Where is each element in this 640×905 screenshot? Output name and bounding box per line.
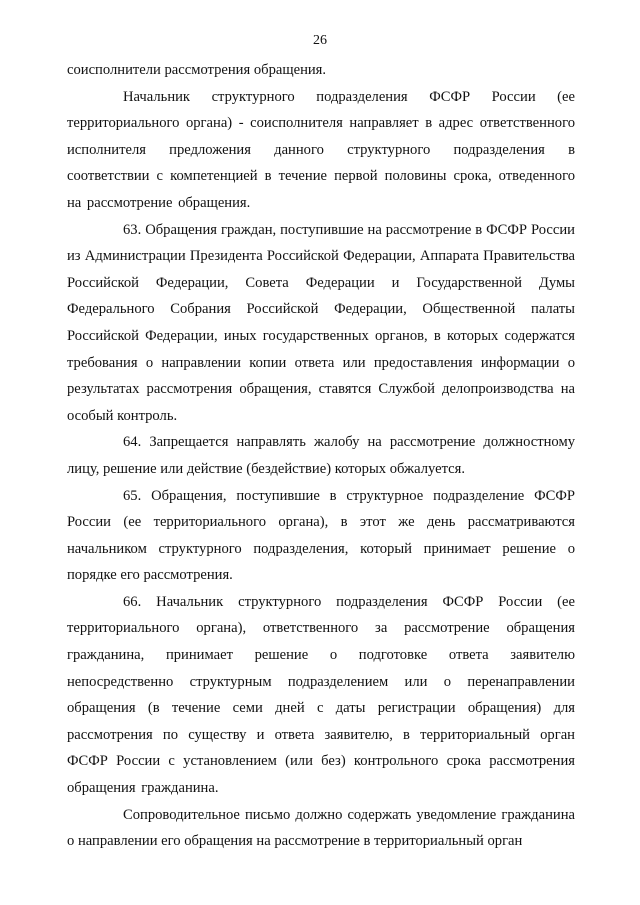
paragraph-cover-letter: Сопроводительное письмо должно содержать уведомление гражданина о направлении его обращения на рассмотрение в территориальный орган bbox=[67, 806, 575, 850]
paragraph-63: 63. Обращения граждан, поступившие на рассмотрение в ФСФР России из Администрации Президента Российской Федерации, Аппарата Правительства Российской Федерации, Совета Федерации и Государственной Думы Федерального Собрания Российской Федерации, Общественной палаты Российской Федерации, иных государственных органов, в которых содержатся требования о направлении копии ответа или предоставления информации о результатах рассмотрения обращения, ставятся Службой делопроизводства на особый контроль. bbox=[67, 221, 575, 424]
paragraph-continuation: соисполнители рассмотрения обращения. bbox=[67, 62, 327, 78]
document-body bbox=[67, 57, 575, 855]
paragraph-64: 64. Запрещается направлять жалобу на рассмотрение должностному лицу, решение или действие (бездействие) которых обжалуется. bbox=[67, 434, 575, 477]
paragraph-coexecutor-chief: Начальник структурного подразделения ФСФР России (ее территориального органа) - соисполнителя направляет в адрес ответственного исполнителя предложения данного структурного подразделения в соответствии с компетенцией в течение первой половины срока, отведенного на рассмотрение обращения. bbox=[67, 88, 575, 211]
paragraph-66: 66. Начальник структурного подразделения ФСФР России (ее территориального органа), ответственного за рассмотрение обращения гражданина, принимает решение о подготовке ответа заявителю непосредственно структурным подразделением или о перенаправлении обращения (в течение семи дней с даты регистрации обращения) для рассмотрения по существу и ответа заявителю, в территориальный орган ФСФР России с установлением (или без) контрольного срока рассмотрения обращения гражданина. bbox=[67, 593, 575, 797]
page-number: 26 bbox=[313, 33, 327, 48]
paragraph-65: 65. Обращения, поступившие в структурное подразделение ФСФР России (ее территориального органа), в этот же день рассматриваются начальником структурного подразделения, который принимает решение о порядке его рассмотрения. bbox=[67, 487, 575, 584]
